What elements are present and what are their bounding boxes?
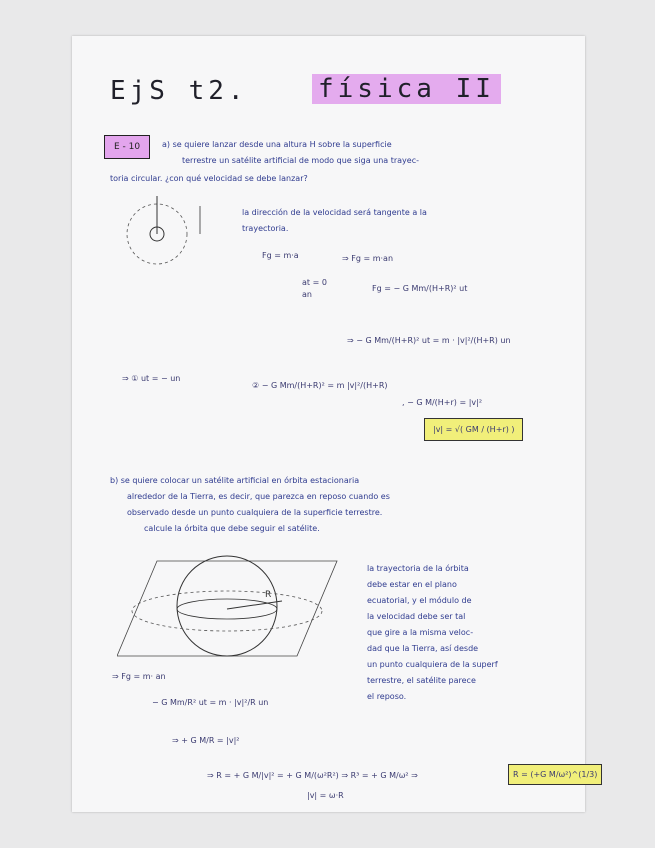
explanation-line: la trayectoria de la órbita [367,564,469,573]
part-a-line3: toria circular. ¿con qué velocidad se debe lanzar? [110,174,308,183]
eq-b-v2: ⇒ + G M/R = |v|² [172,736,240,745]
eq-fg-gravity: Fg = − G Mm/(H+R)² ut [372,284,468,293]
exercise-label: E - 10 [104,135,150,159]
part-a-line1: a) se quiere lanzar desde una altura H sobre la superficie [162,140,392,149]
eq-ut-un: ⇒ ① ut = − un [122,374,181,383]
explanation-line: un punto cualquiera de la superf [367,660,498,669]
eq-an: an [302,290,312,299]
explanation-line: debe estar en el plano [367,580,457,589]
eq-b-radius: ⇒ R = + G M/|v|² = + G M/(ω²R²) ⇒ R³ = + G M/ω² ⇒ [207,771,418,780]
eq-b-omega: |v| = ω·R [307,791,344,800]
orbit-diagram-b [117,551,347,666]
explanation-line: que gire a la misma veloc- [367,628,474,637]
explanation-line: terrestre, el satélite parece [367,676,476,685]
eq-magnitudes: ② − G Mm/(H+R)² = m |v|²/(H+R) [252,381,388,390]
part-a-line2: terrestre un satélite artificial de modo que siga una trayec- [182,156,419,165]
eq-b-gravity: − G Mm/R² ut = m · |v|²/R un [152,698,269,707]
eq-fg: Fg = m·a [262,251,299,260]
orbit-ellipse [132,591,322,631]
result-radius: R = (+G M/ω²)^(1/3) [508,764,602,785]
radius-label: R [265,590,272,600]
notebook-page [72,36,598,812]
result-velocity: |v| = √( GM / (H+r) ) [424,418,523,441]
eq-b-fg: ⇒ Fg = m· an [112,672,166,681]
eq-v-squared: , − G M/(H+r) = |v|² [402,398,483,407]
explanation-line: la velocidad debe ser tal [367,612,466,621]
eq-at: at = 0 [302,278,327,287]
eq-combined: ⇒ − G Mm/(H+R)² ut = m · |v|²/(H+R) un [347,336,511,345]
earth-sphere [177,556,277,656]
part-a-text1: la dirección de la velocidad será tangente a la [242,208,427,217]
explanation-line: dad que la Tierra, así desde [367,644,479,653]
title-right: física II [312,74,501,104]
part-b-line4: calcule la órbita que debe seguir el satélite. [144,524,320,533]
title-left: EjS t2. [110,76,248,106]
eq-fg-an: ⇒ Fg = m·an [342,254,394,263]
explanation-line: ecuatorial, y el módulo de [367,596,472,605]
part-b-explanation [367,564,498,708]
part-b-line2: alrededor de la Tierra, es decir, que parezca en reposo cuando es [127,492,390,501]
part-b-line1: b) se quiere colocar un satélite artificial en órbita estacionaria [110,476,360,485]
part-b-line3: observado desde un punto cualquiera de la superficie terrestre. [127,508,383,517]
orbit-diagram-a [122,186,202,276]
part-a-text2: trayectoria. [242,224,289,233]
explanation-line: el reposo. [367,692,407,701]
